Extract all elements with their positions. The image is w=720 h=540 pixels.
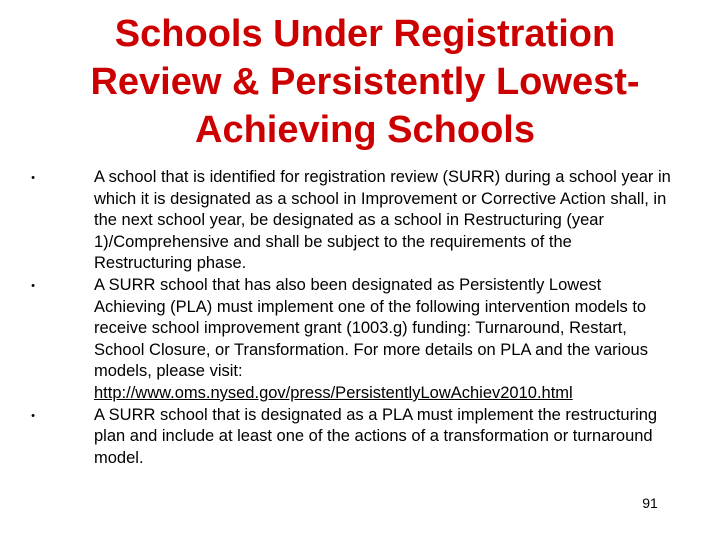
bullet-item-surr-restructuring xyxy=(0,167,720,275)
pla-info-link[interactable]: http://www.oms.nysed.gov/press/PersistentlyLowAchiev2010.html xyxy=(94,383,573,402)
bullet-marker: • xyxy=(31,172,35,184)
title-line-1: Schools Under Registration xyxy=(114,13,616,55)
title-line-2: Review & Persistently Lowest- xyxy=(90,61,640,103)
page-number: 91 xyxy=(642,495,658,511)
bullet-list xyxy=(0,167,720,469)
bullet-text: A school that is identified for registration review (SURR) during a school year in which it is designated as a school in Improvement or Corrective Action shall, in the next school year, be designated as a school in Restructuring (year 1)/Comprehensive and shall be subject to the requirements of the Restructuring phase. xyxy=(94,168,671,273)
bullet-text: A SURR school that is designated as a PLA must implement the restructuring plan and include at least one of the actions of a transformation or turnaround model. xyxy=(94,405,658,467)
bullet-marker: • xyxy=(31,279,35,292)
slide-title xyxy=(40,10,690,154)
bullet-text-with-link xyxy=(94,275,672,405)
bullet-marker: • xyxy=(31,409,35,422)
bullet-text: A SURR school that has also been designated as Persistently Lowest Achieving (PLA) must implement one of the following intervention models to receive school improvement grant (1003.g) funding: Turnaround, Restart, School Closure, or Transformation. For more details on PLA and the various models, please visit: xyxy=(94,275,648,381)
bullet-item-pla-models xyxy=(0,275,720,405)
bullet-item-surr-pla-plan xyxy=(0,405,720,470)
title-line-3: Achieving Schools xyxy=(195,109,535,151)
